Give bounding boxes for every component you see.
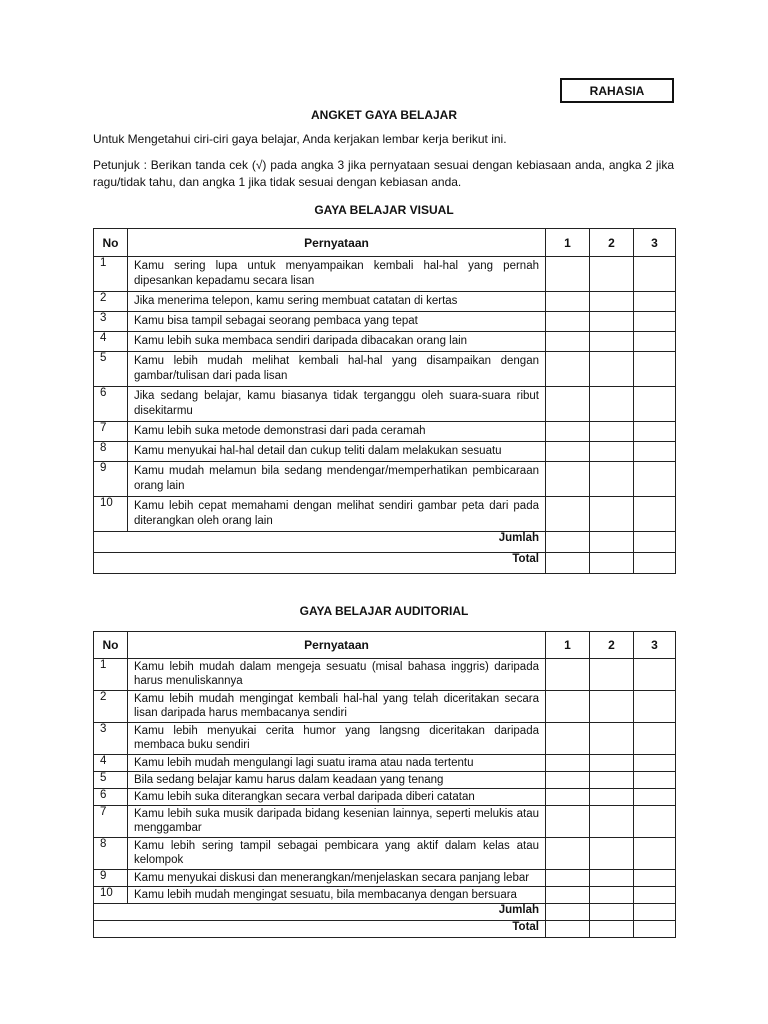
row-number: 6	[94, 789, 128, 806]
score-cell-3[interactable]	[634, 772, 676, 789]
score-cell-3[interactable]	[634, 312, 676, 332]
score-cell-3[interactable]	[634, 257, 676, 292]
score-cell-3[interactable]	[634, 659, 676, 691]
row-number: 7	[94, 806, 128, 838]
score-cell-1[interactable]	[546, 806, 590, 838]
score-cell-1[interactable]	[546, 870, 590, 887]
row-number: 1	[94, 659, 128, 691]
score-cell-2[interactable]	[590, 838, 634, 870]
row-number: 1	[94, 257, 128, 292]
score-cell-1[interactable]	[546, 387, 590, 422]
jumlah-cell-2[interactable]	[590, 532, 634, 553]
row-number: 9	[94, 462, 128, 497]
row-number: 2	[94, 691, 128, 723]
jumlah-cell-1[interactable]	[546, 904, 590, 921]
score-cell-1[interactable]	[546, 887, 590, 904]
jumlah-row	[94, 904, 676, 921]
total-cell-3[interactable]	[634, 921, 676, 938]
row-number: 5	[94, 772, 128, 789]
score-cell-1[interactable]	[546, 838, 590, 870]
table-row	[94, 806, 676, 838]
score-cell-2[interactable]	[590, 806, 634, 838]
confidential-badge: RAHASIA	[560, 78, 674, 103]
row-number: 10	[94, 887, 128, 904]
row-statement: Jika sedang belajar, kamu biasanya tidak terganggu oleh suara-suara ribut disekitarmu	[128, 387, 546, 422]
table-row	[94, 292, 676, 312]
header-statement: Pernyataan	[128, 229, 546, 257]
total-cell-2[interactable]	[590, 921, 634, 938]
score-cell-2[interactable]	[590, 387, 634, 422]
row-statement: Kamu lebih suka musik daripada bidang kesenian lainnya, seperti melukis atau menggambar	[128, 806, 546, 838]
score-cell-3[interactable]	[634, 887, 676, 904]
score-cell-3[interactable]	[634, 755, 676, 772]
row-statement: Kamu mudah melamun bila sedang mendengar/memperhatikan pembicaraan orang lain	[128, 462, 546, 497]
score-cell-3[interactable]	[634, 332, 676, 352]
score-cell-2[interactable]	[590, 257, 634, 292]
jumlah-label: Jumlah	[94, 904, 546, 921]
section-heading-visual: GAYA BELAJAR VISUAL	[314, 203, 454, 217]
score-cell-3[interactable]	[634, 442, 676, 462]
score-cell-3[interactable]	[634, 422, 676, 442]
row-statement: Bila sedang belajar kamu harus dalam keadaan yang tenang	[128, 772, 546, 789]
row-statement: Kamu menyukai diskusi dan menerangkan/menjelaskan secara panjang lebar	[128, 870, 546, 887]
table-row	[94, 422, 676, 442]
row-statement: Kamu lebih mudah mengingat sesuatu, bila membacanya dengan bersuara	[128, 887, 546, 904]
header-score-1: 1	[546, 632, 590, 659]
score-cell-3[interactable]	[634, 806, 676, 838]
header-statement: Pernyataan	[128, 632, 546, 659]
total-cell-1[interactable]	[546, 553, 590, 574]
jumlah-cell-2[interactable]	[590, 904, 634, 921]
header-score-3: 3	[634, 229, 676, 257]
row-statement: Kamu menyukai hal-hal detail dan cukup teliti dalam melakukan sesuatu	[128, 442, 546, 462]
table-row	[94, 332, 676, 352]
jumlah-row	[94, 532, 676, 553]
table-header-row	[94, 632, 676, 659]
row-number: 3	[94, 723, 128, 755]
jumlah-cell-3[interactable]	[634, 904, 676, 921]
total-label: Total	[94, 553, 546, 574]
score-cell-2[interactable]	[590, 870, 634, 887]
score-cell-2[interactable]	[590, 772, 634, 789]
score-cell-2[interactable]	[590, 755, 634, 772]
score-cell-3[interactable]	[634, 387, 676, 422]
score-cell-2[interactable]	[590, 887, 634, 904]
row-number: 10	[94, 497, 128, 532]
score-cell-3[interactable]	[634, 870, 676, 887]
table-row	[94, 789, 676, 806]
score-cell-1[interactable]	[546, 691, 590, 723]
score-cell-2[interactable]	[590, 497, 634, 532]
row-statement: Kamu lebih suka diterangkan secara verbal daripada diberi catatan	[128, 789, 546, 806]
row-number: 2	[94, 292, 128, 312]
score-cell-1[interactable]	[546, 292, 590, 312]
score-cell-2[interactable]	[590, 422, 634, 442]
section-heading-auditorial: GAYA BELAJAR AUDITORIAL	[299, 604, 469, 618]
score-cell-2[interactable]	[590, 789, 634, 806]
table-row	[94, 723, 676, 755]
score-cell-1[interactable]	[546, 497, 590, 532]
header-score-1: 1	[546, 229, 590, 257]
table-row	[94, 462, 676, 497]
total-row	[94, 921, 676, 938]
score-cell-1[interactable]	[546, 422, 590, 442]
row-statement: Kamu sering lupa untuk menyampaikan kembali hal-hal yang pernah dipesankan kepadamu secara lisan	[128, 257, 546, 292]
score-cell-3[interactable]	[634, 789, 676, 806]
jumlah-label: Jumlah	[94, 532, 546, 553]
table-row	[94, 772, 676, 789]
instruction-text: Petunjuk : Berikan tanda cek (√) pada angka 3 jika pernyataan sesuai dengan kebiasaan anda, angka 2 jika ragu/tidak tahu, dan angka 1 jika tidak sesuai dengan kebiasan anda.	[93, 158, 674, 189]
row-statement: Kamu lebih mudah mengingat kembali hal-hal yang telah diceritakan secara lisan daripada harus membacanya sendiri	[128, 691, 546, 723]
score-cell-1[interactable]	[546, 332, 590, 352]
score-cell-3[interactable]	[634, 352, 676, 387]
header-score-3: 3	[634, 632, 676, 659]
table-header-row	[94, 229, 676, 257]
total-cell-3[interactable]	[634, 553, 676, 574]
score-cell-2[interactable]	[590, 723, 634, 755]
table-row	[94, 838, 676, 870]
row-statement: Kamu bisa tampil sebagai seorang pembaca yang tepat	[128, 312, 546, 332]
score-cell-1[interactable]	[546, 352, 590, 387]
score-cell-3[interactable]	[634, 292, 676, 312]
score-cell-1[interactable]	[546, 462, 590, 497]
header-no: No	[94, 632, 128, 659]
row-number: 6	[94, 387, 128, 422]
header-score-2: 2	[590, 229, 634, 257]
score-cell-2[interactable]	[590, 659, 634, 691]
score-cell-2[interactable]	[590, 312, 634, 332]
table-row	[94, 312, 676, 332]
score-cell-2[interactable]	[590, 442, 634, 462]
total-cell-1[interactable]	[546, 921, 590, 938]
table-row	[94, 352, 676, 387]
row-statement: Kamu lebih cepat memahami dengan melihat sendiri gambar peta dari pada diterangkan oleh orang lain	[128, 497, 546, 532]
score-cell-1[interactable]	[546, 659, 590, 691]
row-number: 8	[94, 442, 128, 462]
row-statement: Jika menerima telepon, kamu sering membuat catatan di kertas	[128, 292, 546, 312]
table-row	[94, 257, 676, 292]
table-row	[94, 887, 676, 904]
score-cell-1[interactable]	[546, 755, 590, 772]
row-number: 3	[94, 312, 128, 332]
header-score-2: 2	[590, 632, 634, 659]
score-cell-1[interactable]	[546, 789, 590, 806]
row-statement: Kamu lebih mudah mengulangi lagi suatu irama atau nada tertentu	[128, 755, 546, 772]
score-cell-3[interactable]	[634, 723, 676, 755]
score-cell-3[interactable]	[634, 691, 676, 723]
table-row	[94, 691, 676, 723]
score-cell-2[interactable]	[590, 292, 634, 312]
document-title: ANGKET GAYA BELAJAR	[310, 108, 458, 122]
visual-questionnaire-table	[93, 228, 676, 574]
score-cell-2[interactable]	[590, 332, 634, 352]
score-cell-1[interactable]	[546, 772, 590, 789]
jumlah-cell-3[interactable]	[634, 532, 676, 553]
score-cell-1[interactable]	[546, 312, 590, 332]
total-row	[94, 553, 676, 574]
table-row	[94, 387, 676, 422]
score-cell-1[interactable]	[546, 442, 590, 462]
table-row	[94, 497, 676, 532]
intro-text: Untuk Mengetahui ciri-ciri gaya belajar, Anda kerjakan lembar kerja berikut ini.	[93, 132, 507, 146]
score-cell-2[interactable]	[590, 691, 634, 723]
row-number: 5	[94, 352, 128, 387]
auditorial-questionnaire-table	[93, 631, 676, 938]
row-number: 4	[94, 755, 128, 772]
score-cell-3[interactable]	[634, 497, 676, 532]
jumlah-cell-1[interactable]	[546, 532, 590, 553]
table-row	[94, 442, 676, 462]
total-label: Total	[94, 921, 546, 938]
score-cell-1[interactable]	[546, 257, 590, 292]
row-number: 4	[94, 332, 128, 352]
row-statement: Kamu lebih sering tampil sebagai pembicara yang aktif dalam kelas atau kelompok	[128, 838, 546, 870]
row-statement: Kamu lebih mudah melihat kembali hal-hal yang disampaikan dengan gambar/tulisan dari pada lisan	[128, 352, 546, 387]
table-row	[94, 755, 676, 772]
row-statement: Kamu lebih menyukai cerita humor yang langsng diceritakan daripada membaca buku sendiri	[128, 723, 546, 755]
score-cell-3[interactable]	[634, 462, 676, 497]
row-statement: Kamu lebih suka metode demonstrasi dari pada ceramah	[128, 422, 546, 442]
header-no: No	[94, 229, 128, 257]
total-cell-2[interactable]	[590, 553, 634, 574]
row-number: 9	[94, 870, 128, 887]
score-cell-1[interactable]	[546, 723, 590, 755]
row-number: 7	[94, 422, 128, 442]
score-cell-2[interactable]	[590, 462, 634, 497]
row-number: 8	[94, 838, 128, 870]
table-row	[94, 870, 676, 887]
row-statement: Kamu lebih mudah dalam mengeja sesuatu (misal bahasa inggris) daripada harus menuliskannya	[128, 659, 546, 691]
row-statement: Kamu lebih suka membaca sendiri daripada dibacakan orang lain	[128, 332, 546, 352]
score-cell-2[interactable]	[590, 352, 634, 387]
score-cell-3[interactable]	[634, 838, 676, 870]
table-row	[94, 659, 676, 691]
